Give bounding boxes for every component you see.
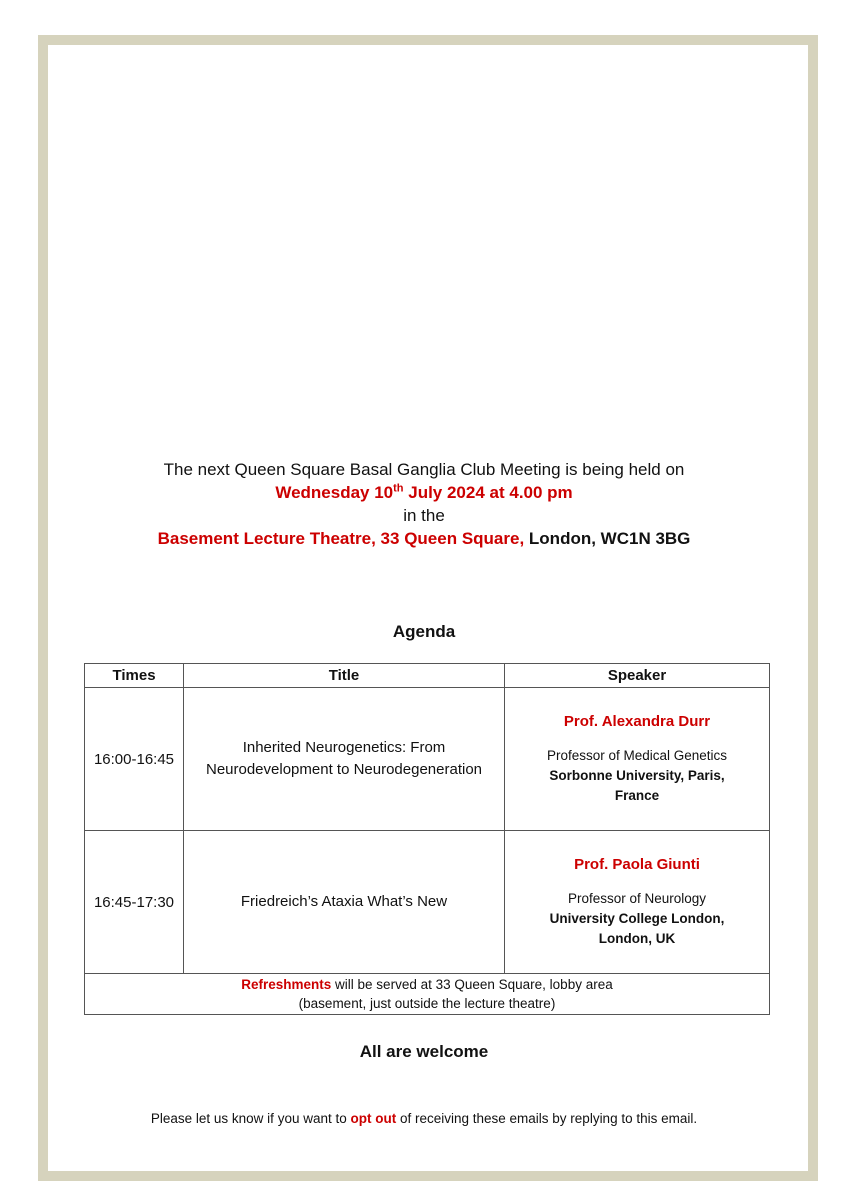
talk-time: 16:00-16:45: [85, 688, 184, 831]
hero-image: [188, 65, 648, 405]
speaker-institution: Sorbonne University, Paris,: [549, 767, 725, 783]
table-row: [85, 688, 770, 831]
table-row: [85, 831, 770, 974]
header-times: Times: [85, 664, 184, 688]
speaker-location: France: [614, 787, 660, 803]
speaker-role: Professor of Medical Genetics: [546, 747, 728, 763]
header-speaker: Speaker: [505, 664, 770, 688]
header-title: Title: [184, 664, 505, 688]
agenda-heading: Agenda: [392, 622, 456, 641]
invite-line: The next Queen Square Basal Ganglia Club Meeting is being held on: [163, 460, 685, 479]
refreshments-note: Refreshments will be served at 33 Queen Square, lobby area (basement, just outside the lecture theatre): [85, 974, 770, 1015]
talk-title: Friedreich’s Ataxia What’s New: [184, 831, 505, 974]
table-header-row: [85, 664, 770, 688]
speaker-role: Professor of Neurology: [567, 890, 707, 906]
meeting-venue: Basement Lecture Theatre, 33 Queen Square, London, WC1N 3BG: [157, 529, 691, 548]
invitation-text: [0, 458, 848, 550]
speaker-name: Prof. Alexandra Durr: [563, 712, 711, 730]
welcome-text: All are welcome: [359, 1042, 489, 1061]
talk-title: Inherited Neurogenetics: From Neurodevelopment to Neurodegeneration: [184, 688, 505, 831]
agenda-table: [84, 663, 770, 1015]
talk-speaker: [505, 688, 770, 831]
opt-out-notice: Please let us know if you want to opt out of receiving these emails by replying to this email.: [150, 1111, 698, 1126]
refreshments-row: [85, 974, 770, 1015]
talk-speaker: [505, 831, 770, 974]
speaker-institution: University College London,: [549, 910, 725, 926]
invite-line-in: in the: [403, 506, 445, 525]
opt-out-text: opt out: [350, 1111, 397, 1126]
speaker-location: London, UK: [598, 930, 676, 946]
speaker-name: Prof. Paola Giunti: [574, 855, 700, 873]
talk-time: 16:45-17:30: [85, 831, 184, 974]
meeting-date: Wednesday 10th July 2024 at 4.00 pm: [275, 482, 573, 502]
